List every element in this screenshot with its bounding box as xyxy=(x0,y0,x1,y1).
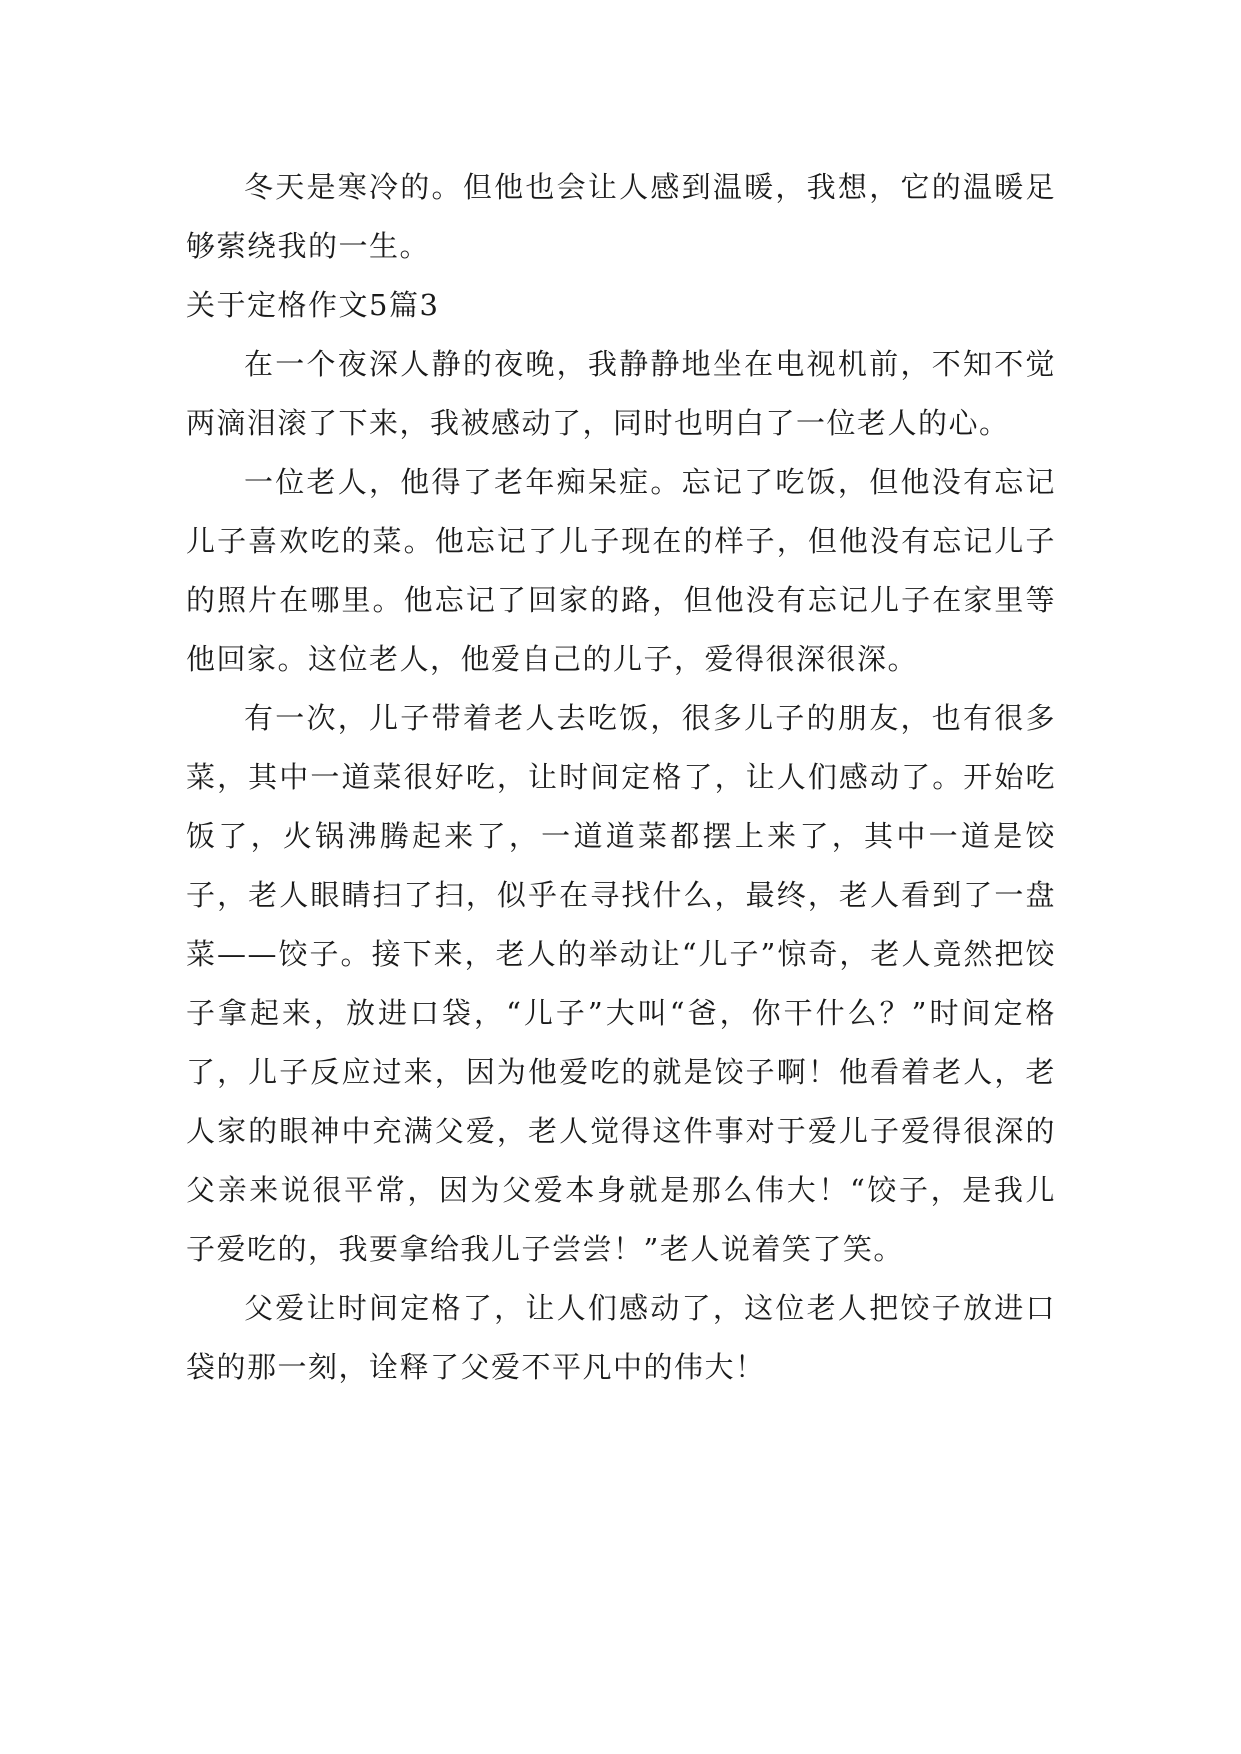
section-heading: 关于定格作文5篇3 xyxy=(186,288,440,322)
paragraph-old-man: 一位老人，他得了老年痴呆症。忘记了吃饭，但他没有忘记儿子喜欢吃的菜。他忘记了儿子现在的样子，但他没有忘记儿子的照片在哪里。他忘记了回家的路，但他没有忘记儿子在家里等他回家。这位老人，他爱自己的儿子，爱得很深很深。 xyxy=(186,465,1056,676)
paragraph-dinner-story: 有一次，儿子带着老人去吃饭，很多儿子的朋友，也有很多菜，其中一道菜很好吃，让时间定格了，让人们感动了。开始吃饭了，火锅沸腾起来了，一道道菜都摆上来了，其中一道是饺子，老人眼睛扫了扫，似乎在寻找什么，最终，老人看到了一盘菜——饺子。接下来，老人的举动让“儿子”惊奇，老人竟然把饺子拿起来，放进口袋，“儿子”大叫“爸，你干什么？”时间定格了，儿子反应过来，因为他爱吃的就是饺子啊！他看着老人，老人家的眼神中充满父爱，老人觉得这件事对于爱儿子爱得很深的父亲来说很平常，因为父爱本身就是那么伟大！“饺子，是我儿子爱吃的，我要拿给我儿子尝尝！”老人说着笑了笑。 xyxy=(186,701,1056,1266)
document-body xyxy=(186,158,1056,1397)
paragraph-winter-closing: 冬天是寒冷的。但他也会让人感到温暖，我想，它的温暖足够萦绕我的一生。 xyxy=(186,170,1056,263)
paragraph-conclusion: 父爱让时间定格了，让人们感动了，这位老人把饺子放进口袋的那一刻，诠释了父爱不平凡中的伟大！ xyxy=(186,1291,1056,1384)
paragraph-intro: 在一个夜深人静的夜晚，我静静地坐在电视机前，不知不觉两滴泪滚了下来，我被感动了，同时也明白了一位老人的心。 xyxy=(186,347,1056,440)
